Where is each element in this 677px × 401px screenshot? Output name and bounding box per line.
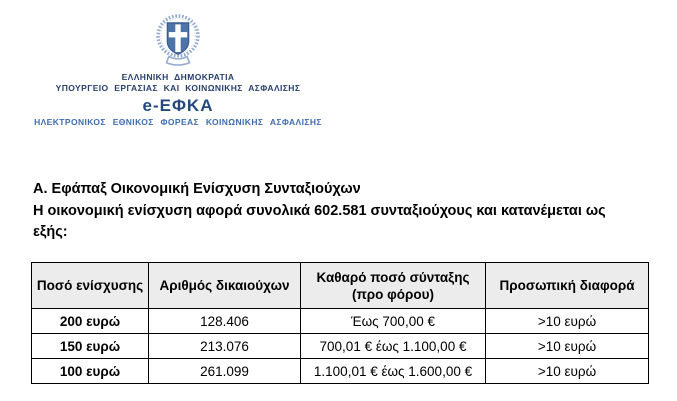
cell-personal-difference: >10 ευρώ xyxy=(486,334,649,359)
cell-beneficiaries: 261.099 xyxy=(149,359,301,384)
cell-amount: 200 ευρώ xyxy=(32,309,149,334)
intro-section xyxy=(33,179,643,244)
cell-net-pension: Έως 700,00 € xyxy=(301,309,486,334)
letterhead xyxy=(28,12,328,128)
table-row xyxy=(32,309,649,334)
cell-net-pension: 700,01 € έως 1.100,00 € xyxy=(301,334,486,359)
cell-personal-difference: >10 ευρώ xyxy=(486,309,649,334)
header-amount: Ποσό ενίσχυσης xyxy=(32,263,149,309)
cell-amount: 150 ευρώ xyxy=(32,334,149,359)
cell-net-pension: 1.100,01 € έως 1.600,00 € xyxy=(301,359,486,384)
table-row xyxy=(32,359,649,384)
table-header-row xyxy=(32,263,649,309)
section-title: Α. Εφάπαξ Οικονομική Ενίσχυση Συνταξιούχων xyxy=(33,181,361,197)
letterhead-ministry-line: ΥΠΟΥΡΓΕΙΟ ΕΡΓΑΣΙΑΣ ΚΑΙ ΚΟΙΝΩΝΙΚΗΣ ΑΣΦΑΛΙΣΗΣ xyxy=(55,83,301,93)
header-personal-difference: Προσωπική διαφορά xyxy=(486,263,649,309)
cell-beneficiaries: 213.076 xyxy=(149,334,301,359)
cell-amount: 100 ευρώ xyxy=(32,359,149,384)
header-net-pension: Καθαρό ποσό σύνταξης (προ φόρου) xyxy=(301,263,486,309)
efka-logo-text: e-ΕΦΚΑ xyxy=(142,96,214,115)
greek-coat-of-arms-icon xyxy=(28,12,328,69)
cell-beneficiaries: 128.406 xyxy=(149,309,301,334)
cell-personal-difference: >10 ευρώ xyxy=(486,359,649,384)
letterhead-organization-line: ΗΛΕΚΤΡΟΝΙΚΟΣ ΕΘΝΙΚΟΣ ΦΟΡΕΑΣ ΚΟΙΝΩΝΙΚΗΣ ΑΣΦΑΛΙΣΗΣ xyxy=(34,117,322,127)
letterhead-republic-line: ΕΛΛΗΝΙΚΗ ΔΗΜΟΚΡΑΤΙΑ xyxy=(121,72,235,82)
benefits-table xyxy=(31,262,649,384)
header-beneficiaries: Αριθμός δικαιούχων xyxy=(149,263,301,309)
section-body: Η οικονομική ενίσχυση αφορά συνολικά 602.581 συνταξιούχους και κατανέμεται ως εξής: xyxy=(33,202,606,240)
table-row xyxy=(32,334,649,359)
